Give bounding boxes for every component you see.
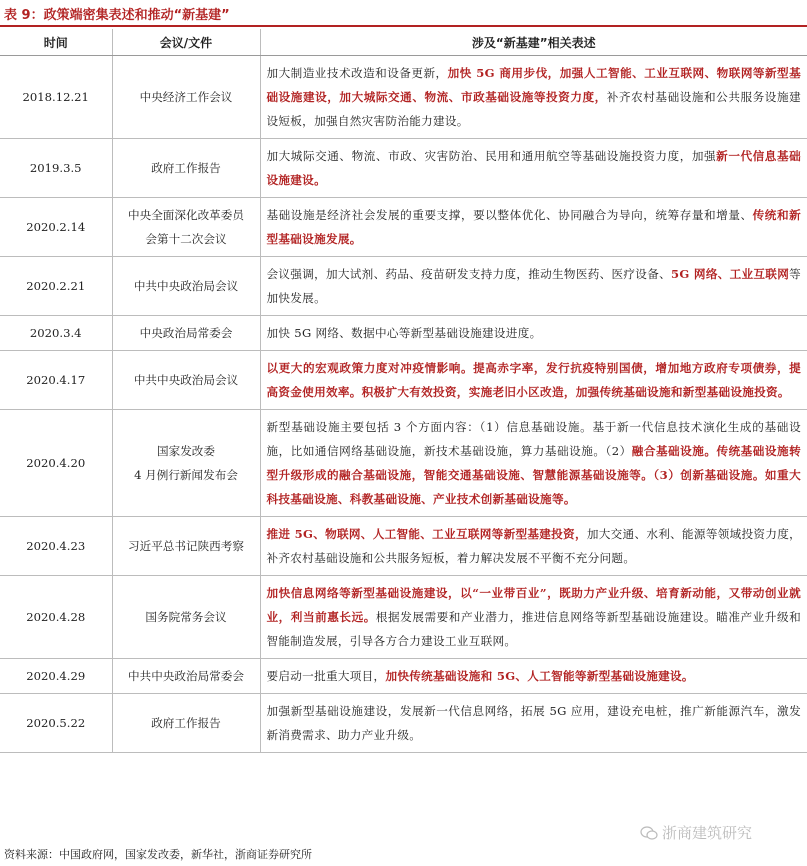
cell-meeting: [112, 517, 260, 576]
cell-description: [260, 410, 807, 517]
header-description: 涉及“新基建”相关表述: [260, 29, 807, 56]
cell-description: [260, 351, 807, 410]
cell-time: 2020.4.29: [0, 659, 112, 694]
cell-meeting: [112, 410, 260, 517]
description-text: 加大城际交通、物流、市政、灾害防治、民用和通用航空等基础设施投资力度，加强: [266, 149, 717, 163]
cell-meeting: [112, 351, 260, 410]
meeting-line: 习近平总书记陕西考察: [128, 539, 244, 553]
description-text: 加强新型基础设施建设，发展新一代信息网络，拓展 5G 应用，建设充电桩，推广新能源汽车，激发新消费需求、助力产业升级。: [266, 704, 801, 742]
table-row: [0, 351, 807, 410]
table-row: [0, 659, 807, 694]
cell-description: [260, 576, 807, 659]
meeting-line: 政府工作报告: [151, 716, 221, 730]
header-meeting: 会议/文件: [112, 29, 260, 56]
table-row: [0, 517, 807, 576]
table-row: [0, 198, 807, 257]
table-row: [0, 56, 807, 139]
cell-description: [260, 257, 807, 316]
cell-description: [260, 659, 807, 694]
wechat-icon: [640, 826, 658, 840]
meeting-line: 中共中央政治局会议: [133, 279, 239, 293]
description-text: 根据发展需要和产业潜力，推进信息网络等新型基础设施建设。瞄准产业升级和智能制造发展，引导各方合力建设工业互联网。: [266, 610, 801, 648]
cell-description: [260, 694, 807, 753]
cell-time: 2020.4.23: [0, 517, 112, 576]
description-text: 补齐农村基础设施和公共服务设施建设短板，加强自然灾害防治能力建设。: [266, 90, 801, 128]
cell-meeting: [112, 139, 260, 198]
table-row: [0, 694, 807, 753]
cell-time: 2020.4.20: [0, 410, 112, 517]
cell-time: 2020.2.14: [0, 198, 112, 257]
meeting-line: 国务院常务会议: [145, 610, 227, 624]
table-header-row: [0, 29, 807, 56]
meeting-line: 国家发改委: [157, 444, 215, 458]
emphasis-text: 融合基础设施。传统基础设施转型升级形成的融合基础设施，智能交通基础设施、智慧能源基础设施等。（3）创新基础设施。如重大科技基础设施、科教基础设施、产业技术创新基础设施等。: [266, 444, 801, 506]
description-text: 新型基础设施主要包括 3 个方面内容：（1）信息基础设施。基于新一代信息技术演化生成的基础设施，比如通信网络基础设施，新技术基础设施，算力基础设施。（2）: [266, 420, 801, 458]
table-row: [0, 576, 807, 659]
meeting-line: 4 月例行新闻发布会: [134, 468, 238, 482]
cell-meeting: [112, 257, 260, 316]
description-text: 基础设施是经济社会发展的重要支撑，要以整体优化、协同融合为导向，统筹存量和增量、: [266, 208, 753, 222]
watermark: [640, 822, 752, 843]
meeting-line: 中央政治局常委会: [139, 326, 233, 340]
table-row: [0, 316, 807, 351]
description-text: 会议强调，加大试剂、药品、疫苗研发支持力度，推动生物医药、医疗设备、: [266, 267, 672, 281]
table-row: [0, 410, 807, 517]
title-rule: [0, 25, 807, 27]
cell-meeting: [112, 316, 260, 351]
emphasis-text: 5G 网络、工业互联网: [671, 267, 790, 281]
cell-meeting: [112, 576, 260, 659]
emphasis-text: 推进 5G、物联网、人工智能、工业互联网等新型基建投资，: [266, 527, 587, 541]
watermark-text: 浙商建筑研究: [662, 824, 753, 842]
cell-description: [260, 139, 807, 198]
cell-time: 2020.2.21: [0, 257, 112, 316]
cell-description: [260, 198, 807, 257]
cell-time: 2020.3.4: [0, 316, 112, 351]
description-text: 加快 5G 网络、数据中心等新型基础设施建设进度。: [266, 326, 542, 340]
description-text: 要启动一批重大项目，: [266, 669, 386, 683]
emphasis-text: 加快信息网络等新型基础设施建设，以“一业带百业”，既助力产业升级、培育新动能，又带动创业就业，利当前惠长远。: [266, 586, 801, 624]
policy-table: [0, 29, 807, 753]
header-time: 时间: [0, 29, 112, 56]
meeting-line: 中共中央政治局常委会: [128, 669, 244, 683]
cell-meeting: [112, 694, 260, 753]
table-row: [0, 257, 807, 316]
cell-description: [260, 56, 807, 139]
description-text: 加大制造业技术改造和设备更新，: [266, 66, 448, 80]
table-title: 表 9：政策端密集表述和推动“新基建”: [4, 8, 230, 23]
source-footer: 资料来源：中国政府网，国家发改委，新华社，浙商证券研究所: [4, 848, 312, 861]
cell-meeting: [112, 659, 260, 694]
meeting-line: 政府工作报告: [151, 161, 221, 175]
meeting-line: 会第十二次会议: [145, 232, 227, 246]
meeting-line: 中央经济工作会议: [139, 90, 233, 104]
cell-time: 2020.4.28: [0, 576, 112, 659]
meeting-line: 中共中央政治局会议: [133, 373, 239, 387]
cell-meeting: [112, 198, 260, 257]
emphasis-text: 传统和新型基础设施发展。: [266, 208, 801, 246]
emphasis-text: 以更大的宏观政策力度对冲疫情影响。提高赤字率，发行抗疫特别国债，增加地方政府专项债券，提高资金使用效率。积极扩大有效投资，实施老旧小区改造，加强传统基础设施和新型基础设施投资。: [266, 361, 801, 399]
table-body: [0, 56, 807, 753]
cell-time: 2020.5.22: [0, 694, 112, 753]
cell-time: 2019.3.5: [0, 139, 112, 198]
emphasis-text: 加快 5G 商用步伐，加强人工智能、工业互联网、物联网等新型基础设施建设，加大城际交通、物流、市政基础设施等投资力度，: [266, 66, 801, 104]
cell-time: 2020.4.17: [0, 351, 112, 410]
emphasis-text: 新一代信息基础设施建设。: [266, 149, 801, 187]
emphasis-text: 加快传统基础设施和 5G、人工智能等新型基础设施建设。: [385, 669, 694, 683]
table-row: [0, 139, 807, 198]
cell-time: 2018.12.21: [0, 56, 112, 139]
cell-meeting: [112, 56, 260, 139]
meeting-line: 中央全面深化改革委员: [128, 208, 244, 222]
description-text: 加大交通、水利、能源等领域投资力度，补齐农村基础设施和公共服务短板，着力解决发展不平衡不充分问题。: [266, 527, 802, 565]
description-text: 等加快发展。: [266, 267, 802, 305]
cell-description: [260, 517, 807, 576]
cell-description: [260, 316, 807, 351]
